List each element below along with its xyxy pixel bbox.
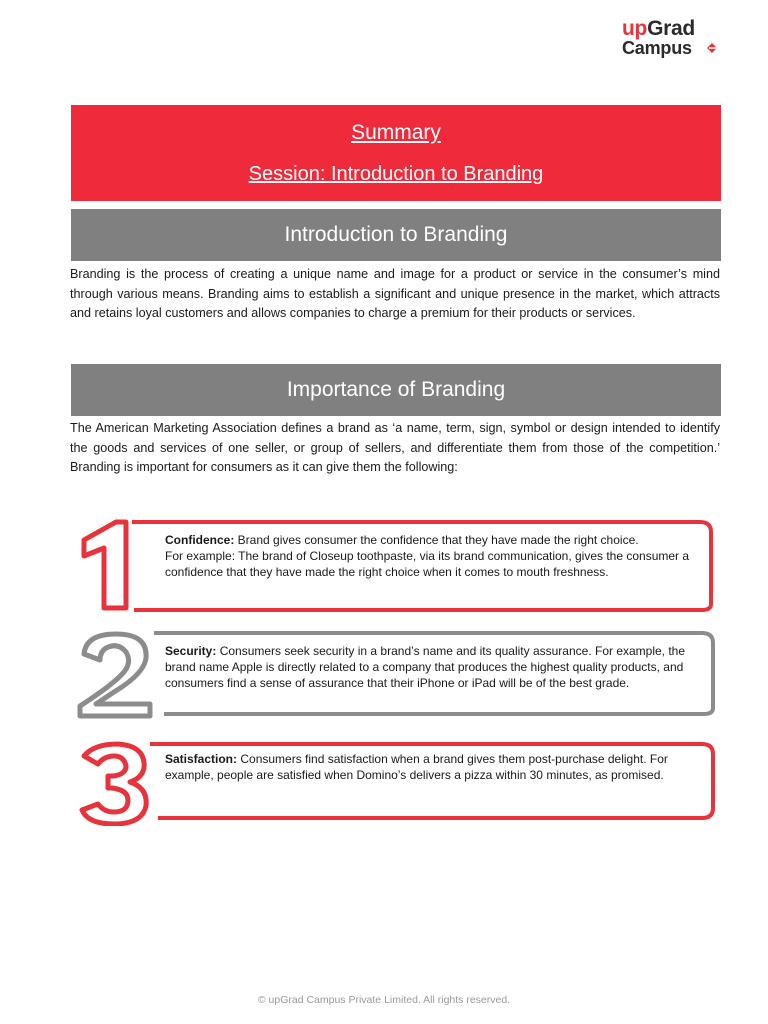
logo-grad: Grad	[647, 17, 695, 40]
benefit-1-text	[165, 533, 705, 580]
banner-title: Summary	[351, 121, 441, 144]
benefit-1-body: Brand gives consumer the confidence that they have made the right choice.	[234, 533, 639, 547]
logo-campus: Campus	[622, 38, 692, 58]
logo-mark-icon	[706, 42, 718, 54]
banner-session: Session: Introduction to Branding	[248, 163, 544, 185]
benefit-1-example: The brand of Closeup toothpaste, via its brand communication, gives the consumer a confidence that they have made the right choice when it comes to mouth freshness.	[165, 548, 690, 579]
number-3-outline-icon	[82, 744, 146, 824]
number-2-outline-icon	[80, 634, 150, 716]
logo-line-1	[622, 18, 695, 40]
benefit-2-text	[165, 644, 705, 691]
importance-heading: Importance of Branding	[71, 364, 721, 416]
logo-up: up	[622, 17, 648, 40]
upgrad-campus-logo	[622, 18, 722, 62]
intro-paragraph: Branding is the process of creating a unique name and image for a product or service in the consumer’s mind through various means. Branding aims to establish a significant and unique presence in the market, which attracts and retains loyal customers and allows companies to charge a premium for their products or services.	[70, 267, 720, 321]
importance-paragraph: The American Marketing Association defines a brand as ‘a name, term, sign, symbol or design intended to identify the goods and services of one seller, or group of sellers, and differentiate them from those of the competition.’ Branding is important for consumers as it can give them the following:	[70, 421, 720, 475]
summary-banner	[71, 105, 721, 201]
benefit-1-example-label: For example:	[165, 548, 236, 563]
benefit-cards	[74, 516, 720, 826]
number-1-outline-icon	[84, 522, 126, 608]
benefit-2-body: Consumers seek security in a brand’s name and its quality assurance. For example, the brand name Apple is directly related to a company that produces the highest quality products, and consumers find a sense of assurance that their iPhone or iPad will be of the best grade.	[165, 644, 686, 690]
benefit-3-text	[165, 752, 705, 784]
benefit-1-title: Confidence:	[165, 533, 235, 547]
benefit-2-title: Security:	[165, 644, 217, 658]
copyright-footer: © upGrad Campus Private Limited. All rights reserved.	[257, 994, 511, 1006]
benefit-3-body: Consumers find satisfaction when a brand gives them post-purchase delight. For example, people are satisfied when Domino’s delivers a pizza within 30 minutes, as promised.	[165, 752, 668, 782]
intro-heading: Introduction to Branding	[71, 209, 721, 261]
benefit-3-title: Satisfaction:	[165, 752, 238, 766]
